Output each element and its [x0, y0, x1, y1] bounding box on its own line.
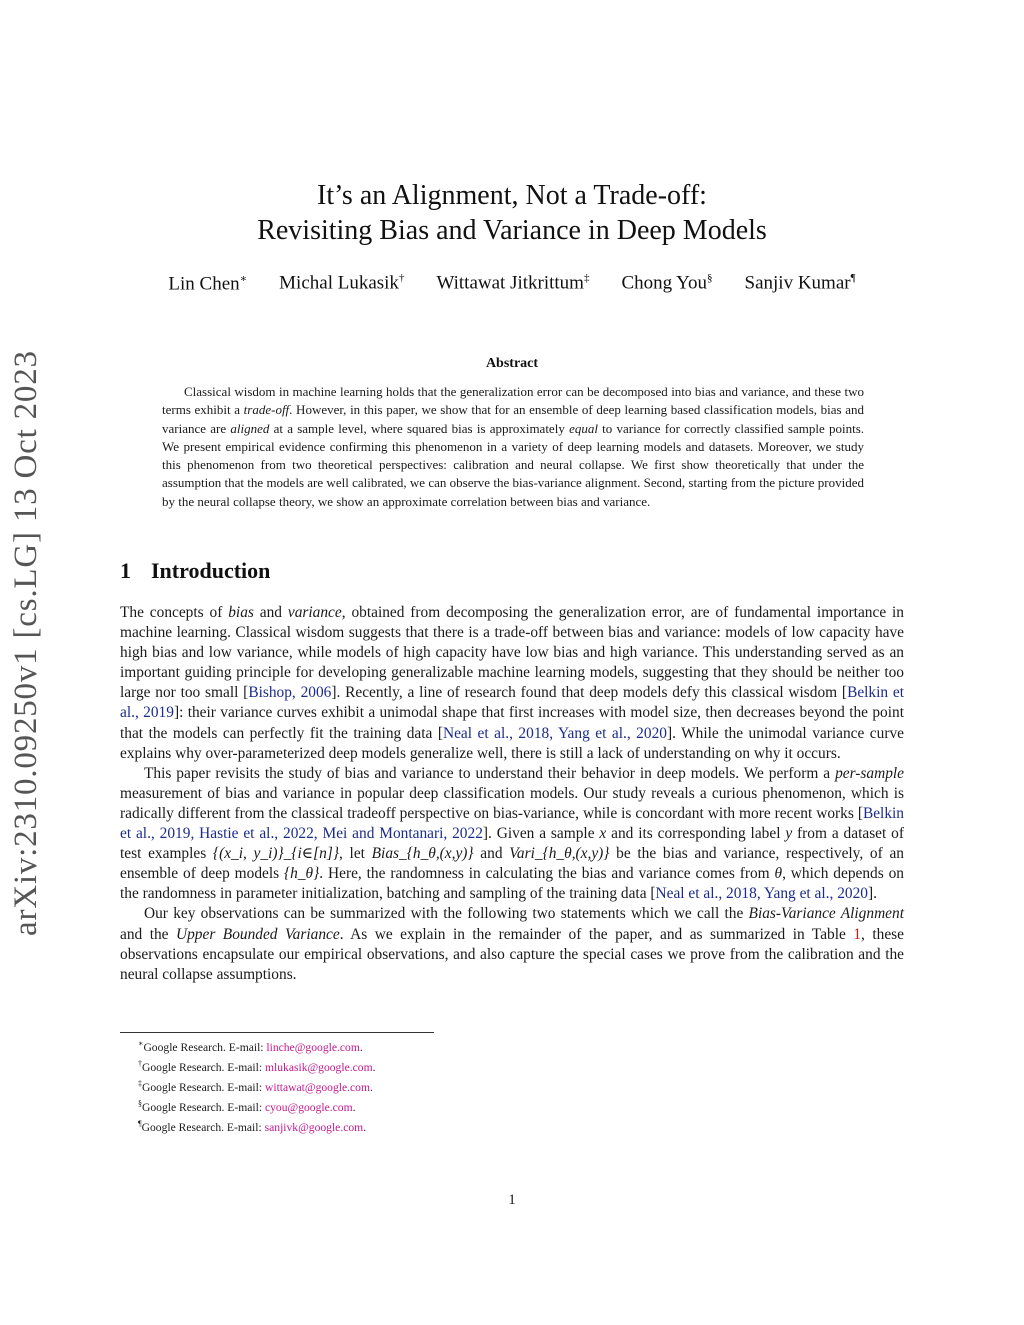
author: Michal Lukasik† — [279, 272, 405, 294]
section-heading-introduction: 1 Introduction — [120, 558, 271, 583]
abstract-text: Classical wisdom in machine learning holds that the generalization error can be decomposed into bias and variance, and these two terms exhibit a trade-off. However, in this paper, we show that for an ensemble of deep learning based classification models, bias and variance are aligned at a sample level, where squared bias is approximately equal to variance for correctly classified sample points. We present empirical evidence confirming this phenomenon in a variety of deep learning models and datasets. Moreover, we study this phenomenon from two theoretical perspectives: calibration and neural collapse. We first show theoretically that under the assumption that the models are well calibrated, we can observe the bias-variance alignment. Second, starting from the picture provided by the neural collapse theory, we show an approximate correlation between bias and variance. — [162, 384, 865, 509]
table-reference-link[interactable]: 1 — [853, 925, 862, 943]
footnote: ‡Google Research. E-mail: wittawat@google.com. — [138, 1079, 373, 1094]
author-list — [0, 272, 1024, 295]
citation-link[interactable]: Belkin et al., 2019, Hastie et al., 2022, Mei and Montanari, 2022 — [120, 804, 904, 843]
math-expression: {(x_i, y_i)}_{i∈[n]} — [212, 845, 339, 863]
introduction-body — [120, 603, 904, 985]
author: Sanjiv Kumar¶ — [744, 272, 856, 294]
citation-link[interactable]: Neal et al., 2018, Yang et al., 2020 — [442, 724, 667, 742]
paragraph: This paper revisits the study of bias and variance to understand their behavior in deep models. We perform a per-sample measurement of bias and variance in popular deep classification models. Our study reveals a curious phenomenon, which is radically different from the classical tradeoff perspective on bias-variance, while is concordant with more recent works [Belkin et al., 2019, Hastie et al., 2022, Mei and Montanari, 2022]. Given a sample x and its corresponding label y from a dataset of test examples {(x_i, y_i)}_{i∈[n]}, let Bias_{h_θ,(x,y)} and Vari_{h_θ,(x,y)} be the bias and variance, respectively, of an ensemble of deep models {h_θ}. Here, the randomness in calculating the bias and variance comes from θ, which depends on the randomness in parameter initialization, batching and sampling of the training data [Neal et al., 2018, Yang et al., 2020]. — [120, 764, 905, 903]
paper-title-line-2: Revisiting Bias and Variance in Deep Models — [257, 215, 767, 246]
math-symbol: x — [599, 825, 607, 843]
math-expression: {h_θ} — [284, 865, 320, 883]
citation-link[interactable]: Bishop, 2006 — [248, 684, 332, 702]
citation-link[interactable]: Belkin et al., 2019 — [120, 684, 905, 722]
arxiv-identifier-stamp: arXiv:2310.09250v1 [cs.LG] 13 Oct 2023 — [8, 350, 44, 936]
email-link[interactable]: linche@google.com — [266, 1040, 360, 1054]
email-link[interactable]: wittawat@google.com — [264, 1080, 370, 1094]
author: Chong You§ — [621, 272, 713, 294]
paper-title-line-1: It’s an Alignment, Not a Trade-off: — [317, 180, 707, 211]
author: Lin Chen∗ — [168, 273, 248, 295]
email-link[interactable]: cyou@google.com — [264, 1101, 353, 1115]
math-expression: Vari_{h_θ,(x,y)} — [509, 845, 610, 863]
footnote: §Google Research. E-mail: cyou@google.com. — [138, 1099, 356, 1115]
footnotes — [120, 1036, 376, 1136]
author: Wittawat Jitkrittum‡ — [436, 272, 590, 294]
math-expression: Bias_{h_θ,(x,y)} — [371, 845, 474, 863]
footnote: †Google Research. E-mail: mlukasik@google.com. — [138, 1059, 376, 1074]
page-number: 1 — [508, 1192, 516, 1208]
citation-link[interactable]: Neal et al., 2018, Yang et al., 2020 — [655, 885, 868, 903]
math-symbol: y — [785, 825, 793, 843]
math-symbol: θ — [774, 865, 783, 883]
abstract-heading: Abstract — [485, 356, 539, 371]
footnote: ∗Google Research. E-mail: linche@google.com. — [138, 1039, 363, 1054]
footnote: ¶Google Research. E-mail: sanjivk@google.com. — [138, 1119, 367, 1135]
paragraph: Our key observations can be summarized with the following two statements which we call the Bias-Variance Alignment and the Upper Bounded Variance. As we explain in the remainder of the paper, and as summarized in Table 1, these observations encapsulate our empirical observations, and also capture the special cases we prove from the calibration and the neural collapse assumptions. — [120, 905, 904, 983]
paragraph: The concepts of bias and variance, obtained from decomposing the generalization error, are of fundamental importance in machine learning. Classical wisdom suggests that there is a trade-off between bias and variance: models of low capacity have high bias and low variance, while models of high capacity have low bias and high variance. This understanding served as an important guiding principle for developing generalizable machine learning models, suggesting that they should be neither too large nor too small [Bishop, 2006]. Recently, a line of research found that deep models defy this classical wisdom [Belkin et al., 2019]: their variance curves exhibit a unimodal shape that first increases with model size, then decreases beyond the point that the models can perfectly fit the training data [Neal et al., 2018, Yang et al., 2020]. While the unimodal variance curve explains why over-parameterized deep models generalize well, there is still a lack of understanding on why it occurs. — [120, 604, 905, 762]
email-link[interactable]: mlukasik@google.com — [264, 1060, 373, 1074]
paper-title — [0, 178, 1024, 248]
footnote-divider — [120, 1032, 434, 1033]
email-link[interactable]: sanjivk@google.com — [264, 1121, 364, 1135]
